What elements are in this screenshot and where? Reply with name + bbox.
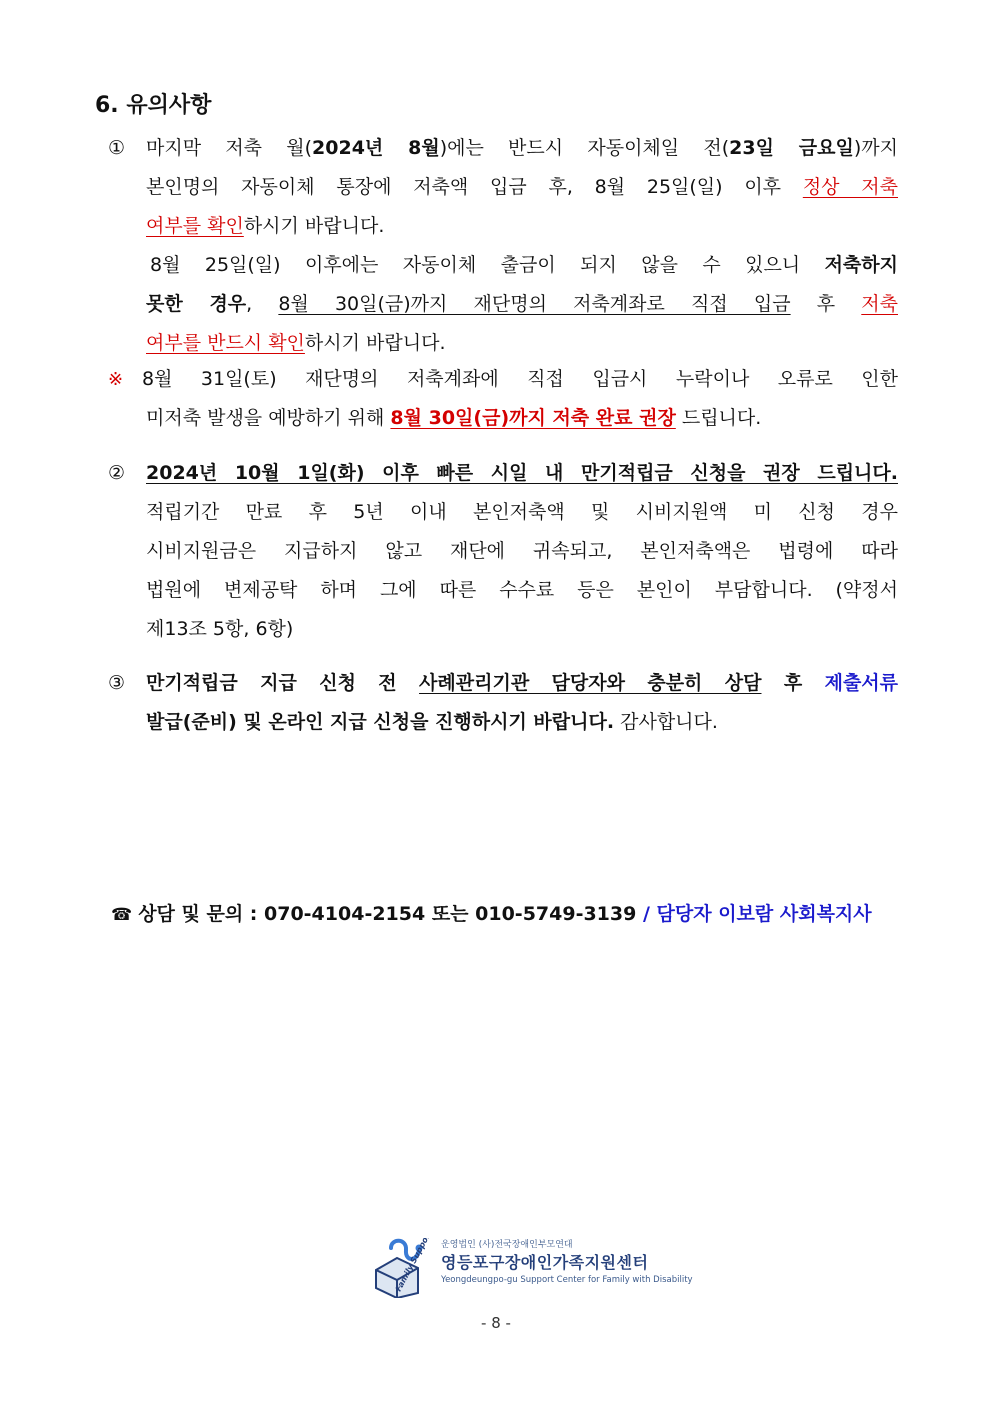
item3-line2: 발급(준비) 및 온라인 지급 신청을 진행하시기 바랍니다. 감사합니다. (146, 711, 718, 733)
item1-line2: 본인명의 자동이체 통장에 저축액 입금 후, 8월 25일(일) 이후 정상 저축 (146, 176, 898, 198)
org-parent: 운영법인 (사)전국장애인부모연대 (441, 1240, 573, 1250)
contact-staff: 담당자 이보람 사회복지사 (656, 903, 872, 925)
item2-line3: 시비지원금은 지급하지 않고 재단에 귀속되고, 본인저축액은 법령에 따라 (146, 540, 898, 562)
notice-item-1 (108, 129, 898, 363)
item3-line1: 만기적립금 지급 신청 전 사례관리기관 담당자와 충분히 상담 후 제출서류 (146, 672, 899, 694)
item2-line5: 제13조 5항, 6항) (146, 618, 294, 640)
item1-line1: 마지막 저축 월(2024년 8월)에는 반드시 자동이체일 전(23일 금요일)까지 (146, 137, 898, 159)
item2-line1: 2024년 10월 1일(화) 이후 빠른 시일 내 만기적립금 신청을 권장 드립니다. (146, 462, 898, 484)
contact-text: 상담 및 문의 : 070-4104-2154 또는 010-5749-3139 (138, 903, 637, 925)
item-marker-2: ② (108, 462, 126, 484)
item1-line4: 8월 25일(일) 이후에는 자동이체 출금이 되지 않을 수 있으니 저축하지 (150, 254, 898, 276)
organization-logo (373, 1238, 693, 1298)
page-number: - 8 - (481, 1314, 511, 1332)
contact-info: ☎ 상담 및 문의 : 070-4104-2154 또는 010-5749-3139 / 담당자 이보람 사회복지사 (111, 903, 872, 925)
section-title: 6. 유의사항 (95, 93, 212, 118)
item2-line4: 법원에 변제공탁 하며 그에 따른 수수료 등은 본인이 부담합니다. (약정서 (146, 579, 898, 601)
reference-mark-icon: ※ (108, 369, 124, 390)
notice-item-3 (108, 664, 898, 742)
notice-note (108, 360, 898, 438)
svg-text:Family Support: Family Support (393, 1238, 434, 1293)
item1-line5: 못한 경우, 8월 30일(금)까지 재단명의 저축계좌로 직접 입금 후 저축 (146, 293, 898, 315)
notice-item-2 (108, 454, 898, 649)
org-english-name: Yeongdeungpo-gu Support Center for Family with Disability (441, 1275, 693, 1285)
item-marker-1: ① (108, 137, 126, 159)
org-name: 영등포구장애인가족지원센터 (441, 1253, 649, 1272)
item2-line2: 적립기간 만료 후 5년 이내 본인저축액 및 시비지원액 미 신청 경우 (146, 501, 898, 523)
item-marker-3: ③ (108, 672, 126, 694)
item1-line6: 여부를 반드시 확인하시기 바랍니다. (146, 332, 446, 354)
note-line1: 8월 31일(토) 재단명의 저축계좌에 직접 입금시 누락이나 오류로 인한 (142, 368, 898, 390)
family-support-logo-icon (373, 1238, 439, 1298)
note-line2: 미저축 발생을 예방하기 위해 8월 30일(금)까지 저축 완료 권장 드립니다. (146, 407, 762, 429)
item1-line3: 여부를 확인하시기 바랍니다. (146, 215, 385, 237)
telephone-icon: ☎ (111, 905, 133, 925)
